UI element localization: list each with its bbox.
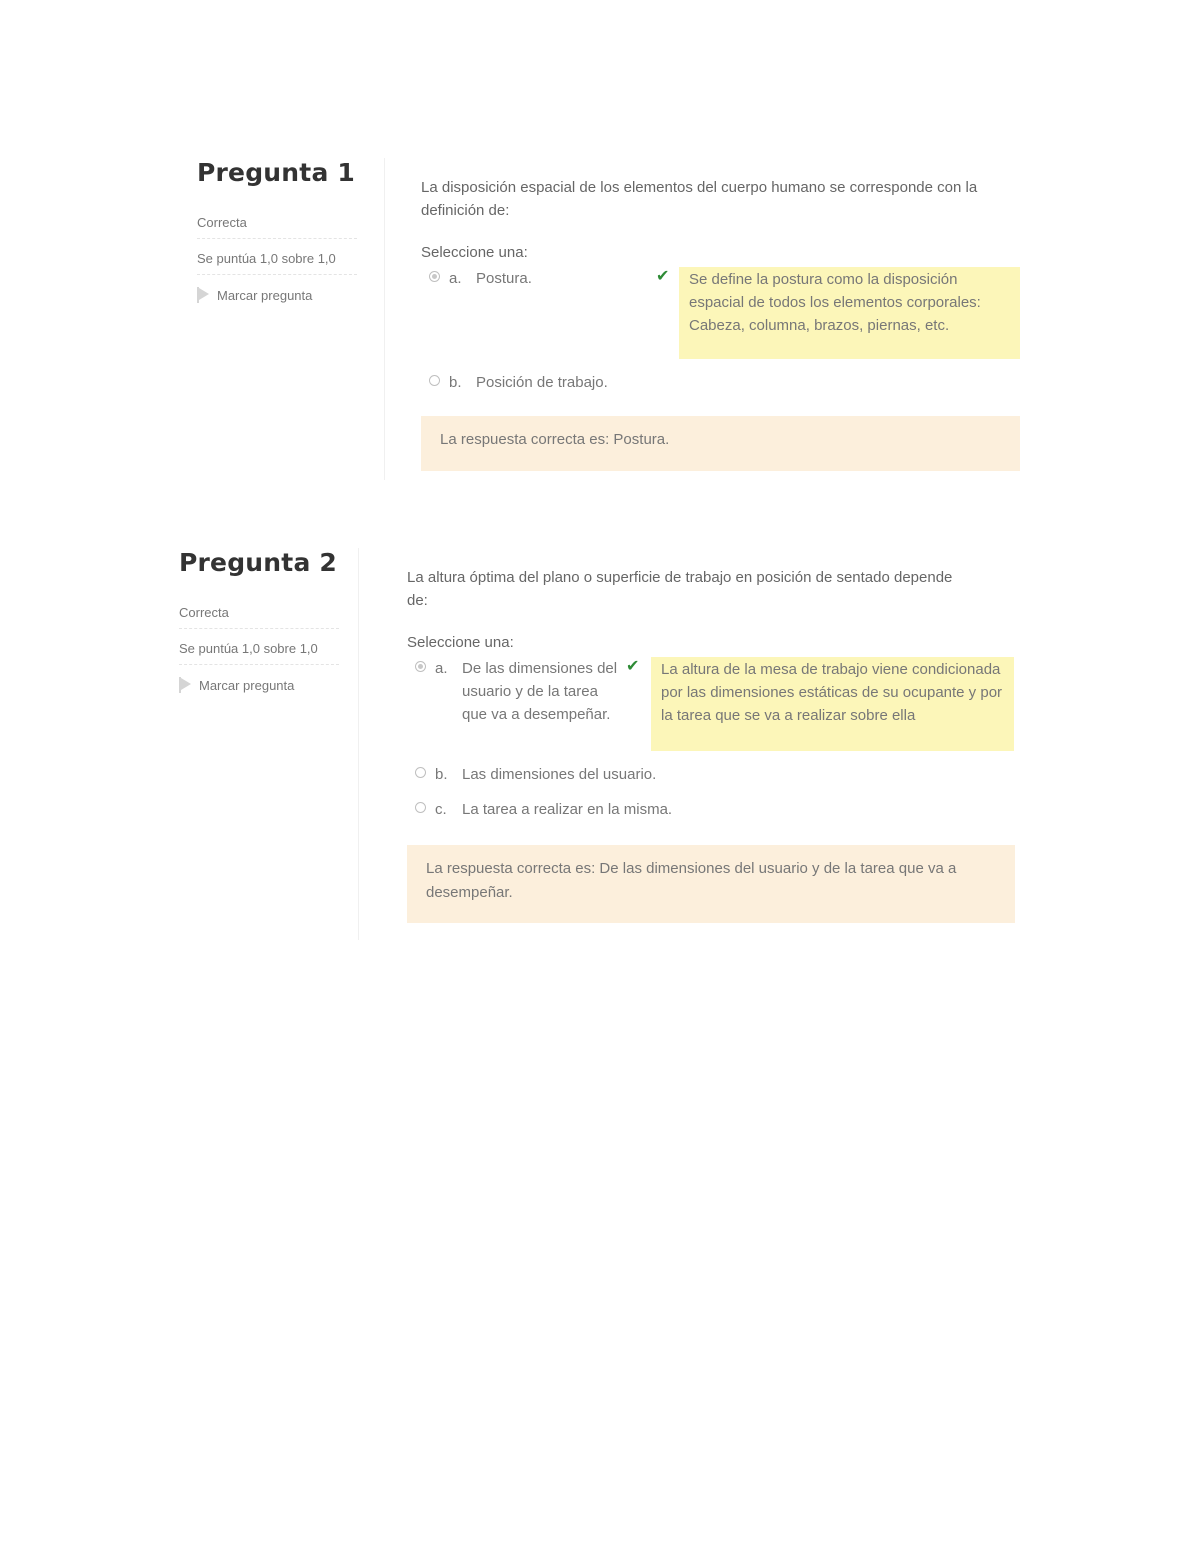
answer-text: Las dimensiones del usuario. xyxy=(462,766,657,783)
radio-b[interactable] xyxy=(429,375,440,386)
answer-letter: b. xyxy=(449,374,462,391)
question-grade: Se puntúa 1,0 sobre 1,0 xyxy=(179,641,339,665)
answer-letter: a. xyxy=(449,270,462,287)
check-icon: ✔ xyxy=(626,658,640,675)
flag-question-button[interactable] xyxy=(197,287,357,303)
answer-feedback: La altura de la mesa de trabajo viene condicionada por las dimensiones estáticas de su ocupante y por la tarea que se va a realizar sobre ella xyxy=(651,657,1014,751)
radio-a[interactable] xyxy=(415,661,426,672)
question-title: Pregunta 2 xyxy=(179,548,338,577)
question-info xyxy=(197,158,357,303)
question-info xyxy=(179,548,339,693)
question-2 xyxy=(179,548,1015,940)
question-title: Pregunta 1 xyxy=(197,158,356,187)
question-state: Correcta xyxy=(179,605,339,629)
right-answer: La respuesta correcta es: De las dimensiones del usuario y de la tarea que va a desempeñar. xyxy=(407,845,1015,923)
question-1 xyxy=(197,158,1020,480)
answer-text: Posición de trabajo. xyxy=(476,374,608,391)
answer-option-c[interactable] xyxy=(407,798,1015,821)
right-answer: La respuesta correcta es: Postura. xyxy=(421,416,1020,471)
answer-text: De las dimensiones del usuario y de la tarea que va a desempeñar. xyxy=(462,660,618,723)
answer-option-a[interactable] xyxy=(407,657,1015,751)
question-text: La altura óptima del plano o superficie de trabajo en posición de sentado depende de: xyxy=(407,569,953,609)
check-icon: ✔ xyxy=(656,268,670,285)
radio-c[interactable] xyxy=(415,802,426,813)
answer-feedback: Se define la postura como la disposición espacial de todos los elementos corporales: Cabeza, columna, brazos, piernas, etc. xyxy=(679,267,1020,359)
answer-option-b[interactable] xyxy=(421,371,1020,394)
question-state: Correcta xyxy=(197,215,357,239)
answer-letter: b. xyxy=(435,766,448,783)
answer-text: Postura. xyxy=(476,270,532,287)
answer-letter: c. xyxy=(435,801,447,818)
select-prompt: Seleccione una: xyxy=(407,634,514,651)
radio-a[interactable] xyxy=(429,271,440,282)
question-content xyxy=(407,566,1015,923)
answer-letter: a. xyxy=(435,660,448,677)
flag-icon xyxy=(197,287,209,303)
flag-question-label: Marcar pregunta xyxy=(217,287,313,303)
answer-option-b[interactable] xyxy=(407,763,1015,786)
question-text: La disposición espacial de los elementos del cuerpo humano se corresponde con la definición de: xyxy=(421,179,978,219)
select-prompt: Seleccione una: xyxy=(421,244,528,261)
question-content xyxy=(421,176,1020,471)
answer-text: La tarea a realizar en la misma. xyxy=(462,801,673,818)
answer-option-a[interactable] xyxy=(421,267,1020,359)
flag-question-button[interactable] xyxy=(179,677,339,693)
flag-icon xyxy=(179,677,191,693)
flag-question-label: Marcar pregunta xyxy=(199,677,295,693)
radio-b[interactable] xyxy=(415,767,426,778)
question-grade: Se puntúa 1,0 sobre 1,0 xyxy=(197,251,357,275)
